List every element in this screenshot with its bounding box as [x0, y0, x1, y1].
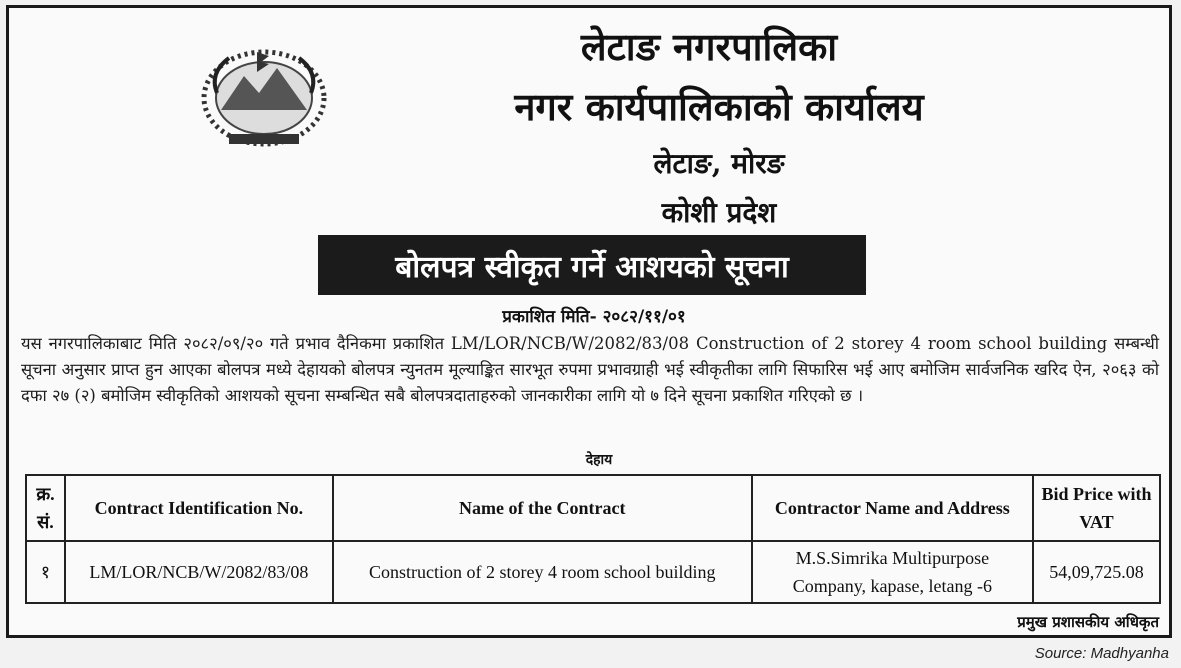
published-date: प्रकाशित मिति- २०८२/११/०१	[502, 307, 686, 327]
notice-frame	[6, 5, 1172, 638]
municipality-name: लेटाङ नगरपालिका	[580, 24, 838, 69]
header-contract-id: Contract Identification No.	[65, 475, 333, 541]
header-bid-price: Bid Price with VAT	[1033, 475, 1160, 541]
cell-bid-price: 54,09,725.08	[1033, 541, 1160, 603]
cell-serial: १	[26, 541, 65, 603]
header-contract-name: Name of the Contract	[333, 475, 752, 541]
office-location: लेटाङ, मोरङ	[653, 147, 785, 180]
province-name: कोशी प्रदेश	[661, 196, 777, 229]
bid-table	[25, 474, 1161, 604]
notice-header	[9, 8, 1169, 233]
office-name: नगर कार्यपालिकाको कार्यालय	[514, 84, 924, 129]
cell-contractor: M.S.Simrika Multipurpose Company, kapase, letang -6	[752, 541, 1033, 603]
source-credit: Source: Madhyanha	[1034, 645, 1169, 662]
cell-contract-name: Construction of 2 storey 4 room school building	[333, 541, 752, 603]
table-header-row	[26, 475, 1160, 541]
header-contractor: Contractor Name and Address	[752, 475, 1033, 541]
table-row	[26, 541, 1160, 603]
cell-contract-id: LM/LOR/NCB/W/2082/83/08	[65, 541, 333, 603]
header-serial: क्र. सं.	[26, 475, 65, 541]
annex-label: देहाय	[585, 452, 613, 468]
notice-body: यस नगरपालिकाबाट मिति २०८२/०९/२० गते प्रभाव दैनिकमा प्रकाशित LM/LOR/NCB/W/2082/83/08 Construction of 2 storey 4 room school building सम्बन्धी सूचना अनुसार प्राप्त हुन आएका बोलपत्र मध्ये देहायको बोलपत्र न्युनतम मूल्याङ्कित सारभूत रुपमा प्रभावग्राही भई स्वीकृतीका लागि सिफारिस भई आए बमोजिम सार्वजनिक खरिद ऐन, २०६३ को दफा २७ (२) बमोजिम स्वीकृतिको आशयको सूचना सम्बन्धित सबै बोलपत्रदाताहरुको जानकारीका लागि यो ७ दिने सूचना प्रकाशित गरिएको छ ।	[21, 334, 1159, 405]
signatory-title: प्रमुख प्रशासकीय अधिकृत	[1017, 613, 1159, 631]
notice-title: बोलपत्र स्वीकृत गर्ने आशयको सूचना	[318, 235, 866, 295]
